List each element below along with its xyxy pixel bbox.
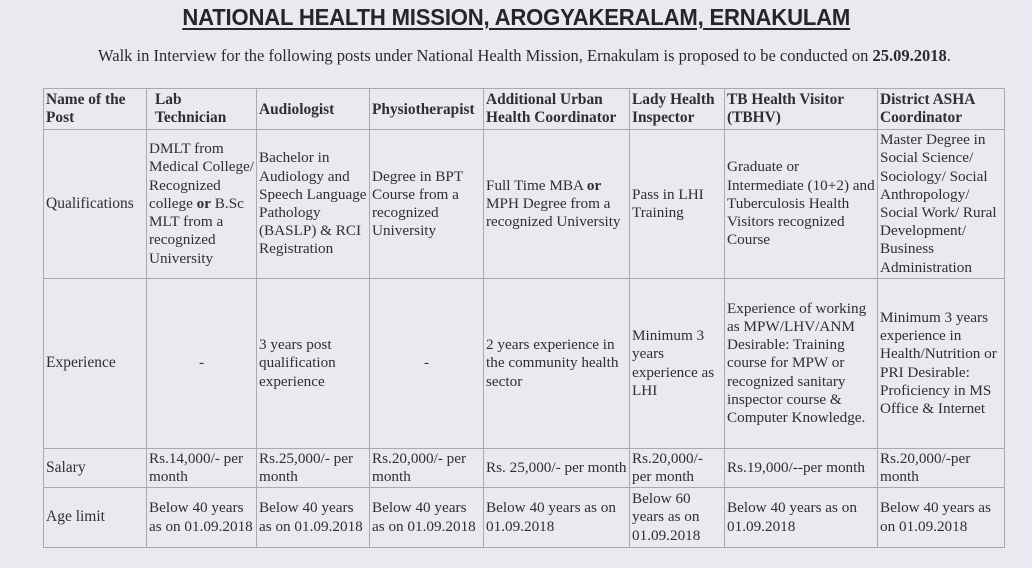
row-label-qualifications: Qualifications bbox=[44, 130, 147, 279]
header-audiologist: Audiologist bbox=[257, 89, 370, 130]
age-limit-cell: Below 40 years as on 01.09.2018 bbox=[370, 488, 484, 548]
salary-cell: Rs.20,000/- per month bbox=[630, 449, 725, 488]
age-limit-cell: Below 40 years as on 01.09.2018 bbox=[725, 488, 878, 548]
qualification-cell bbox=[725, 130, 878, 279]
cell-text: B.Sc MLT from a recognized University bbox=[149, 194, 244, 267]
salary-row bbox=[44, 449, 1005, 488]
header-lab-technician: Lab Technician bbox=[147, 89, 257, 130]
age-limit-row bbox=[44, 488, 1005, 548]
salary-cell: Rs.20,000/- per month bbox=[370, 449, 484, 488]
intro-text: Walk in Interview for the following posts under National Health Mission, Ernakulam is proposed to be conducted on bbox=[98, 46, 873, 65]
salary-cell: Rs.19,000/--per month bbox=[725, 449, 878, 488]
cell-text: Bachelor in Audiology and Speech Language Pathology (BASLP) & RCI Registration bbox=[259, 149, 367, 258]
row-label-experience: Experience bbox=[44, 279, 147, 449]
page-title bbox=[0, 4, 1032, 31]
qualification-cell bbox=[147, 130, 257, 279]
experience-cell: Minimum 3 years experience in Health/Nutrition or PRI Desirable: Proficiency in MS Office & Internet bbox=[878, 279, 1005, 449]
qualification-cell bbox=[878, 130, 1005, 279]
cell-text: Graduate or Intermediate (10+2) and Tuberculosis Health Visitors recognized Course bbox=[727, 158, 875, 249]
header-district-asha-coordinator: District ASHA Coordinator bbox=[878, 89, 1005, 130]
salary-cell: Rs. 25,000/- per month bbox=[484, 449, 630, 488]
qualification-cell bbox=[370, 130, 484, 279]
title-text: NATIONAL HEALTH MISSION, AROGYAKERALAM, ERNAKULAM bbox=[182, 4, 850, 30]
experience-cell: Minimum 3 years experience as LHI bbox=[630, 279, 725, 449]
age-limit-cell: Below 40 years as on 01.09.2018 bbox=[257, 488, 370, 548]
experience-row bbox=[44, 279, 1005, 449]
intro-end: . bbox=[946, 46, 951, 65]
cell-bold-text: or bbox=[586, 176, 602, 194]
cell-text: Full Time MBA bbox=[486, 176, 587, 194]
header-additional-urban-health-coordinator: Additional Urban Health Coordinator bbox=[484, 89, 630, 130]
header-name-of-post: Name of the Post bbox=[44, 89, 147, 130]
qualification-cell bbox=[257, 130, 370, 279]
posts-table bbox=[43, 88, 1005, 548]
experience-cell: - bbox=[147, 279, 257, 449]
header-physiotherapist: Physiotherapist bbox=[370, 89, 484, 130]
qualifications-row bbox=[44, 130, 1005, 279]
experience-cell: 2 years experience in the community health sector bbox=[484, 279, 630, 449]
salary-cell: Rs.25,000/- per month bbox=[257, 449, 370, 488]
cell-bold-text: or bbox=[196, 194, 211, 212]
qualification-cell bbox=[484, 130, 630, 279]
age-limit-cell: Below 60 years as on 01.09.2018 bbox=[630, 488, 725, 548]
cell-text: DMLT from Medical College/ Recognized college bbox=[149, 140, 255, 212]
salary-cell: Rs.14,000/- per month bbox=[147, 449, 257, 488]
row-label-salary: Salary bbox=[44, 449, 147, 488]
experience-cell: Experience of working as MPW/LHV/ANM Desirable: Training course for MPW or recognized sanitary inspector course & Computer Knowledge. bbox=[725, 279, 878, 449]
cell-text: Master Degree in Social Science/ Sociology/ Social Anthropology/ Social Work/ Rural Development/ Business Administration bbox=[880, 131, 997, 276]
header-tb-health-visitor: TB Health Visitor (TBHV) bbox=[725, 89, 878, 130]
interview-date: 25.09.2018 bbox=[872, 46, 947, 65]
experience-cell: 3 years post qualification experience bbox=[257, 279, 370, 449]
header-row bbox=[44, 89, 1005, 130]
row-label-age-limit: Age limit bbox=[44, 488, 147, 548]
qualification-cell bbox=[630, 130, 725, 279]
age-limit-cell: Below 40 years as on 01.09.2018 bbox=[484, 488, 630, 548]
experience-cell: - bbox=[370, 279, 484, 449]
age-limit-cell: Below 40 years as on 01.09.2018 bbox=[147, 488, 257, 548]
intro-paragraph bbox=[98, 46, 951, 66]
cell-text: Degree in BPT Course from a recognized University bbox=[372, 167, 463, 240]
cell-text: MPH Degree from a recognized University bbox=[486, 194, 621, 231]
header-lady-health-inspector: Lady Health Inspector bbox=[630, 89, 725, 130]
salary-cell: Rs.20,000/-per month bbox=[878, 449, 1005, 488]
cell-text: Pass in LHI Training bbox=[632, 185, 704, 221]
age-limit-cell: Below 40 years as on 01.09.2018 bbox=[878, 488, 1005, 548]
